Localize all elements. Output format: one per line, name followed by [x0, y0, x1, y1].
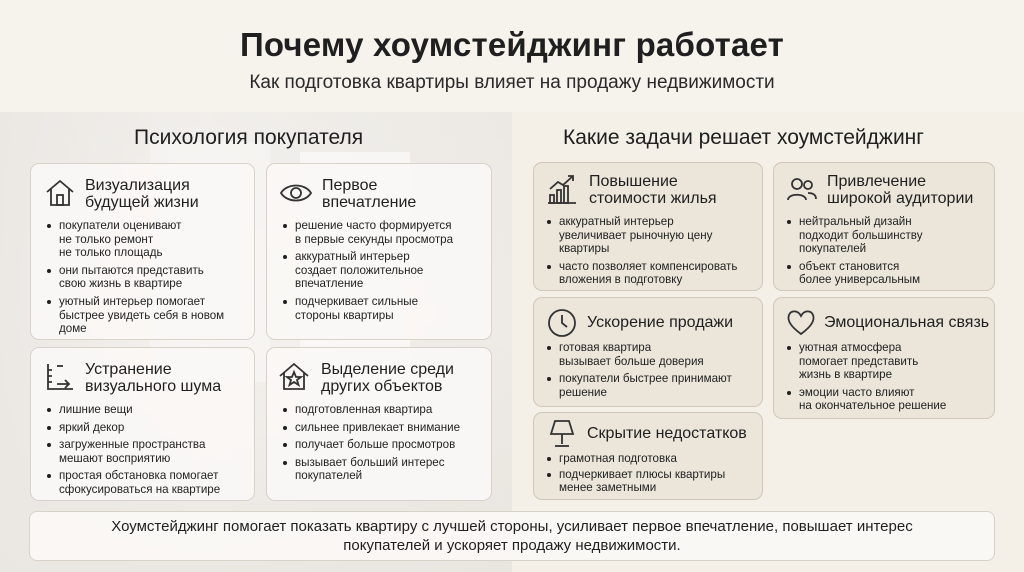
card-visual-noise — [30, 347, 255, 501]
card-emotional-connection — [773, 297, 995, 419]
list-item: покупатели быстрее принимают решение — [547, 372, 761, 399]
card-stand-out — [266, 347, 492, 501]
bullet-list — [787, 215, 993, 291]
clock-icon — [545, 306, 579, 340]
card-title: Ускорение продажи — [587, 314, 734, 331]
growth-chart-icon — [545, 173, 579, 207]
list-item: покупатели оценивают не только ремонт не только площадь — [47, 219, 252, 260]
section-title-tasks: Какие задачи решает хоумстейджинг — [563, 126, 924, 149]
card-title: Первое впечатление — [322, 177, 417, 211]
page-subtitle: Как подготовка квартиры влияет на продажу недвижимости — [249, 72, 775, 93]
list-item: готовая квартира вызывает больше доверия — [547, 341, 761, 368]
list-item: нейтральный дизайн подходит большинству покупателей — [787, 215, 993, 256]
list-item: объект становится более универсальным — [787, 260, 993, 287]
bullet-list — [283, 403, 491, 487]
list-item: они пытаются представить свою жизнь в квартире — [47, 264, 252, 291]
list-item: решение часто формируется в первые секунды просмотра — [283, 219, 489, 246]
house-icon — [43, 176, 77, 210]
bullet-list — [547, 215, 761, 291]
card-title: Устранение визуального шума — [85, 361, 222, 395]
bullet-list — [283, 219, 489, 326]
list-item: эмоции часто влияют на окончательное решение — [787, 386, 993, 413]
list-item: подчеркивает сильные стороны квартиры — [283, 295, 489, 322]
card-wide-audience — [773, 162, 995, 291]
list-item: подготовленная квартира — [283, 403, 491, 417]
list-item: аккуратный интерьер создает положительное впечатление — [283, 250, 489, 291]
card-first-impression — [266, 163, 492, 340]
list-item: уютный интерьер помогает быстрее увидеть себя в новом доме — [47, 295, 252, 336]
bullet-list — [547, 341, 761, 403]
summary-banner — [29, 511, 995, 561]
bullet-list — [787, 341, 993, 417]
card-title: Повышение стоимости жилья — [589, 173, 717, 207]
card-value-increase — [533, 162, 763, 291]
list-item: яркий декор — [47, 421, 253, 435]
list-item: вызывает больший интерес покупателей — [283, 456, 491, 483]
card-title: Привлечение широкой аудитории — [827, 173, 974, 207]
list-item: получает больше просмотров — [283, 438, 491, 452]
card-visualization — [30, 163, 255, 340]
section-title-psychology: Психология покупателя — [134, 126, 364, 149]
eye-icon — [279, 176, 313, 210]
card-faster-sale — [533, 297, 763, 407]
card-title: Выделение среди других объектов — [321, 361, 454, 395]
card-title: Эмоциональная связь — [824, 314, 990, 331]
list-item: уютная атмосфера помогает представить жизнь в квартире — [787, 341, 993, 382]
list-item: часто позволяет компенсировать вложения в подготовку — [547, 260, 761, 287]
bullet-list — [547, 452, 761, 499]
list-item: аккуратный интерьер увеличивает рыночную цену квартиры — [547, 215, 761, 256]
list-item: сильнее привлекает внимание — [283, 421, 491, 435]
list-item: грамотная подготовка — [547, 452, 761, 466]
heart-icon — [784, 305, 818, 339]
card-title: Визуализация будущей жизни — [85, 177, 199, 211]
lamp-icon — [545, 417, 579, 451]
bullet-list — [47, 219, 252, 340]
people-icon — [785, 173, 819, 207]
header — [0, 0, 1024, 112]
list-item: простая обстановка помогает сфокусироваться на квартире — [47, 469, 253, 496]
summary-line: покупателей и ускоряет продажу недвижимости. — [343, 537, 681, 554]
card-title: Скрытие недостатков — [587, 425, 747, 442]
summary-line: Хоумстейджинг помогает показать квартиру с лучшей стороны, усиливает первое впечатление, повышает интерес — [111, 518, 913, 535]
bullet-list — [47, 403, 253, 501]
house-star-icon — [277, 360, 311, 394]
list-item: лишние вещи — [47, 403, 253, 417]
list-item: подчеркивает плюсы квартиры менее заметными — [547, 468, 761, 495]
page-title: Почему хоумстейджинг работает — [239, 26, 785, 63]
measure-icon — [43, 360, 77, 394]
card-hide-flaws — [533, 412, 763, 500]
list-item: загруженные пространства мешают восприятию — [47, 438, 253, 465]
